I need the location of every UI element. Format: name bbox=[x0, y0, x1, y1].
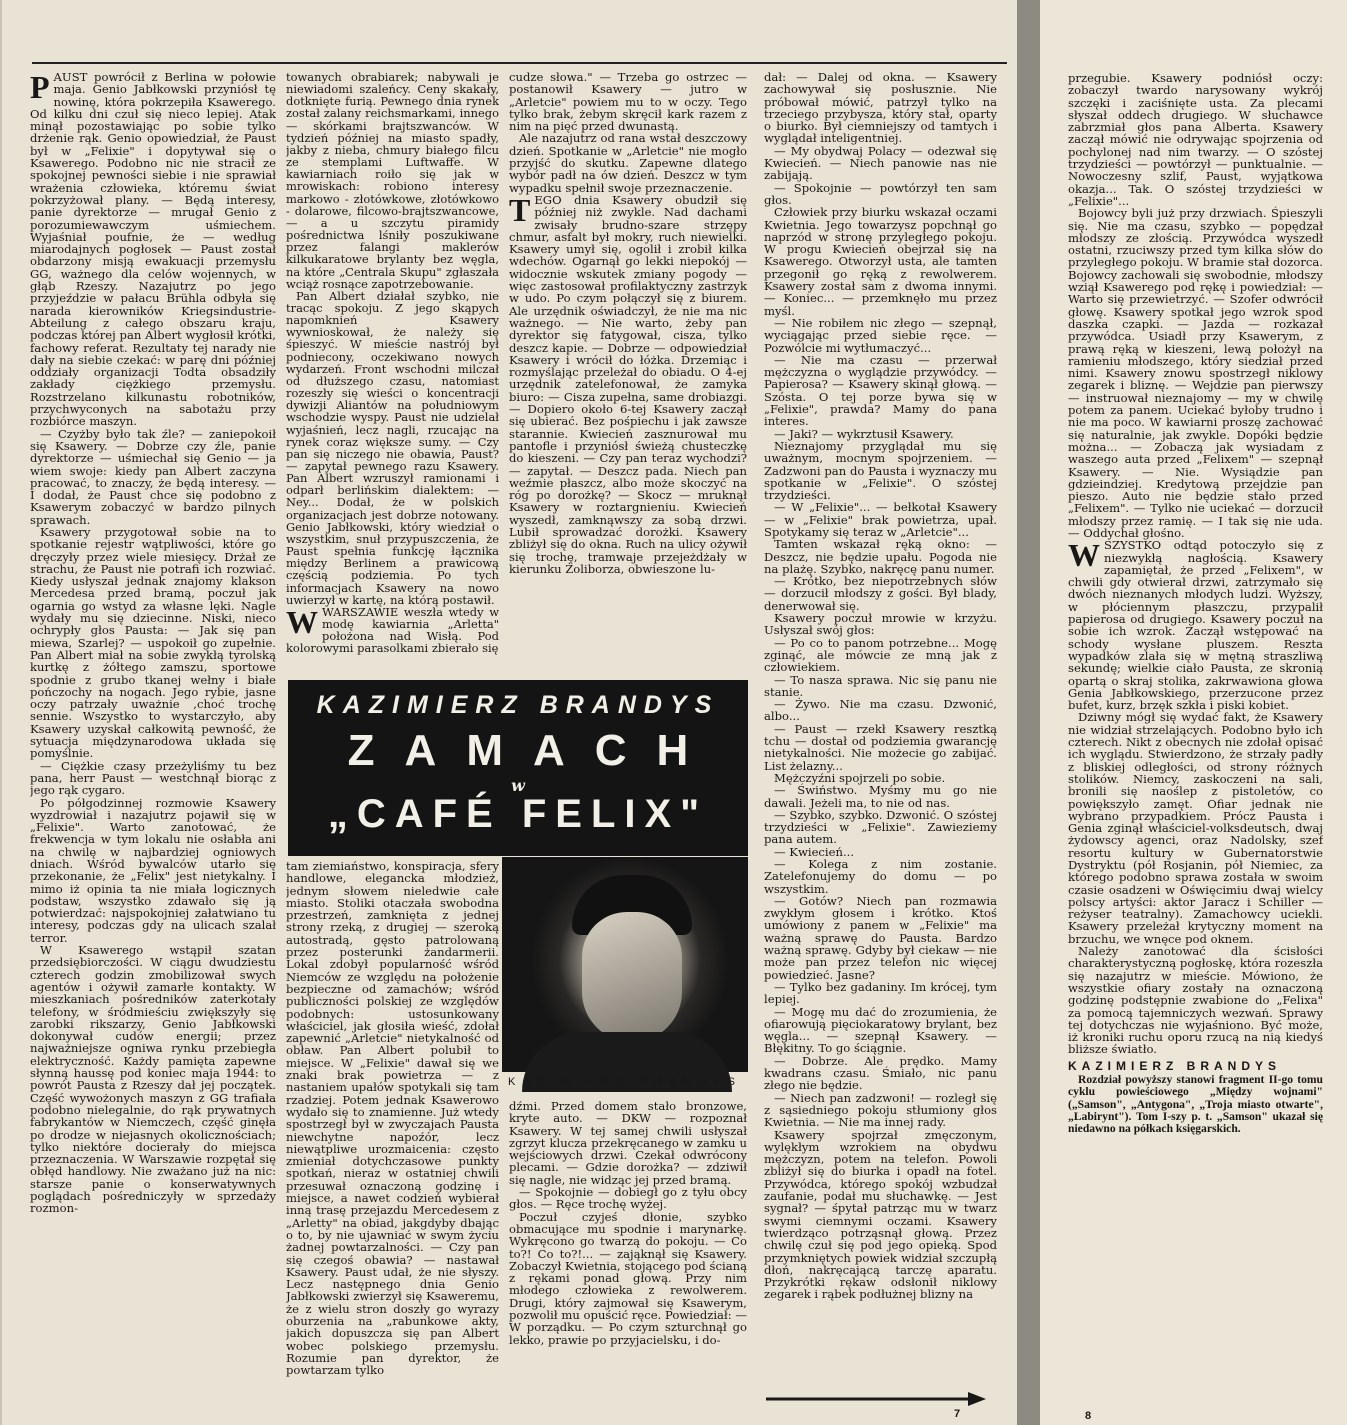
paragraph: W Ksawerego wstąpił szatan przedsiębiorczości. W ciągu dwudziestu czterech godzin zmobilizował swych agentów i ożywił zamarłe kontakty. W mieszkaniach pośredników zaterkotały telefony, w śródmieściu zwiększyły się zarobki rikszarzy, Genio Jabłkowski dokonywał cudów energii; przez najważniejsze ogniwa rynku przebiegła elektryczność. Każdy pamięta zapewne słynną haussę pod koniec maja 1944: to powrót Pausta z Rzeszy dał jej początek. Część wywożonych maszyn z GG trafiała podobno nielegalnie, do rąk prywatnych fabrykantów w Niemczech, część ginęła po drodze w niejasnych okolicznościach; tylko niektóre docierały do miejsca przeznaczenia. W Warszawie rozpętał się obłęd handlowy. Nie zważano już na nic: starsze panie o konserwatywnych poglądach pośredniczyły w sprzedaży rozmon- bbox=[30, 943, 276, 1216]
paragraph: Po półgodzinnej rozmowie Ksawery wyzdrowiał i nazajutrz pojawił się w „Felixie". Warto zanotować, że frekwencja w tym lokalu nie osłabła ani na chwilę w najbardziej ogniowych dniach. Wśród bywalców utarło się przekonanie, że „Felix" jest nietykalny. I mimo iż opinia ta nie miała logicznych podstaw, wszystko zdawało się ją potwierdzać: najspokojniej załatwiano tu interesy, podczas gdy na ulicach szalał terror. bbox=[30, 795, 276, 945]
paragraph: dał: — Dalej od okna. — Ksawery zachowywał się posłusznie. Nie próbował mówić, patrzył tylko na trzeciego przybysza, który stał, oparty o biurko. Był ciemniejszy od tamtych i wyglądał inteligentniej. bbox=[764, 71, 997, 146]
paragraph: Bojowcy byli już przy drzwiach. Śpieszyli się. Nie ma czasu, szybko — popędzał młodszy ze złością. Przywódca wyszedł ostatni, rzuciwszy przed tym kilka słów do przyległego pokoju. W bramie stał dozorca. Bojowcy zachowali się swobodnie, młodszy wziął Ksawerego pod rękę i powiedział: — Warto się przewietrzyć. — Szofer odwrócił głowę. Ksawery spotkał jego wzrok spod daszka czapki. — Jazda — rozkazał przywódca. Usiadł przy Ksawerym, z prawą ręką w kieszeni, lewą położył na ramieniu młodszego, który siedział przed nimi. Ksawery znowu spostrzegł niklowy zegarek i bliznę. — Wejdzie pan pierwszy — instruował nieznajomy — my w chwilę potem za panem. Uciekać byłoby trudno i nie ma poco. W kawiarni proszę zachować się naturalnie, jak zwykle. Dopóki będzie można... — Zobaczą jak wysiadam z waszego auta przed „Felixem" — szepnął Ksawery. — Nie. Wysiądzie pan gdzieindziej. Kredytową przejdzie pan pieszo. Auto nie będzie stało przed „Felixem". — Tylko nie uciekać — dorzucił młodszy przez ramię. — I tak się nie uda. — Oddychał głośno. bbox=[1068, 206, 1323, 540]
paragraph: — Tylko bez gadaniny. Im krócej, tym lepiej. bbox=[764, 979, 997, 1007]
paragraph: — Niech pan zadzwoni! — rozległ się z sąsiedniego pokoju stłumiony głos Kwietnia. — Nie ma innej rady. bbox=[764, 1090, 997, 1130]
drop-cap: W bbox=[286, 603, 318, 640]
drop-cap: T bbox=[509, 191, 531, 228]
paragraph: Ksawery poczuł mrowie w krzyżu. Usłyszał swój głos: bbox=[764, 611, 997, 638]
paragraph: WWARSZAWIE weszła wtedy w modę kawiarnia „Arletta" położona nad Wisłą. Pod kolorowymi parasolkami zbierało się bbox=[286, 603, 499, 656]
photo-caption: KAZIMIERZ BRANDYS bbox=[508, 1076, 742, 1088]
paragraph: Pan Albert działał szybko, nie tracąc spokoju. Z jego skąpych napomknień Ksawery wywnioskował, że należy się śpieszyć. W mieście nastrój był podniecony, oczekiwano nowych wydarzeń. Front wschodni milczał od dłuższego czasu, natomiast rozeszły się wieści o koncentracji dywizji Aliantów na południowym wschodzie wyspy. Paust nie udzielał wyjaśnień, lecz nagli, rzucając na rynek coraz większe sumy. — Czy pan się niczego nie obawia, Paust? — zapytał pewnego razu Ksawery. Pan Albert wzruszył ramionami i odparł berlińskim dialektem: — Ney... Dodał, że w polskich organizacjach jest dobrze notowany. Genio Jabłkowski, który wiedział o wszystkim, snuł przypuszczenia, że Paust spełnia funkcję łącznika między Berlinem a prawicową częścią podziemia. Po tych informacjach Ksawery na nowo uwierzył w kartę, na którą postawił. bbox=[286, 288, 499, 607]
page-gutter bbox=[1017, 0, 1040, 1425]
drop-cap: W bbox=[1068, 537, 1100, 574]
paragraph: WSZYSTKO odtąd potoczyło się z niezwykłą nagłością. Ksawery zapamiętał, że przed „Felixem", w chwili gdy otwierał drzwi, zatrzymało się dwóch nieznanych młodych ludzi. Wyższy, w płóciennym płaszczu, przypalił papierosa od drugiego. Ksawery poczuł na sobie ich wzrok. Zaczął wstępować na schody wysłane pluszem. Reszta wypadków zlała się w mętną straszliwą sekundę; wielkie ciało Pausta, ze skronią opartą o skraj stolika, zakrwawiona głowa Genia Jabłkowskiego, przerzucone przez bufet, kurz, brzęk szkła i piski kobiet. bbox=[1068, 537, 1323, 713]
column-3-top bbox=[509, 71, 747, 675]
page-number-right: 8 bbox=[1085, 1410, 1092, 1422]
paragraph: — Krótko, bez niepotrzebnych słów — dorzucił młodszy z gości. Był blady, denerwował się. bbox=[764, 574, 997, 613]
paragraph: towanych obrabiarek; nabywali je niewiadomi szaleńcy. Ceny skakały, dotknięte furią. Pewnego dnia rynek został zalany reichsmarkami, innego — skórkami brajtszwanców. W tydzień później na miasto spadły, jakby z nieba, chmury białego filcu ze stemplami Luftwaffe. W kawiarniach roiło się jak w mrowiskach: robiono interesy markowo - złotówkowe, złotówkowo - dolarowe, filcowo-brajtszwancowe, — a u szczytu piramidy pośrednictwa lśniły poszukiwane przez falangi maklerów kilkukaratowe brylanty bez węgla, na które „Centrala Skupu" zgłaszała wciąż rosnące zapotrzebowanie. bbox=[286, 71, 499, 291]
continue-arrow-icon bbox=[766, 1392, 986, 1406]
paragraph: — Kwiecień... bbox=[774, 844, 855, 859]
paragraph: Należy zanotować dla ścisłości charakterystyczną pogłoskę, która rozeszła się nazajutrz w mieście. Mówiono, że wszystkie ofiary zostały na oznaczoną godzinę podstępnie zwabione do „Felixa" za pomocą tajemniczych wezwań. Sprawy tej dotychczas nie wyjaśniono. Być może, iż kroniki ruchu oporu rzucą na nią kiedyś bliższe światło. bbox=[1068, 944, 1323, 1057]
column-2-bottom bbox=[286, 860, 499, 1400]
column-2-top bbox=[286, 71, 499, 675]
column-3-bottom bbox=[509, 1100, 747, 1400]
paragraph: Człowiek przy biurku wskazał oczami Kwietnia. Jego towarzysz popchnął go naprzód w stronę przyległego pokoju. W progu Kwiecień obejrzał się na Ksawerego. Otworzył usta, ale tamten przegonił go ręką z rewolwerem. Ksawery został sam z dwoma innymi. — Koniec... — przemknęło mu przez myśl. bbox=[764, 205, 997, 318]
paragraph: Nieznajomy przyglądał mu się uważnym, mocnym spojrzeniem. — Zadzwoni pan do Pausta i wyznaczy mu spotkanie w „Felixie". O szóstej trzydzieści. bbox=[764, 438, 997, 503]
column-4 bbox=[764, 71, 997, 1391]
banner-title-place: „CAFÉ FELIX" bbox=[327, 792, 709, 836]
paragraph: — Świństwo. Myśmy mu go nie dawali. Jeżeli ma, to nie od nas. bbox=[764, 783, 997, 810]
paragraph: — Czyżby było tak źle? — zaniepokoił się Ksawery. — Dobrze czy źle, panie dyrektorze — uśmiechał się Genio — ja wiem swoje: kiedy pan Albert zaczyna pracować, to znaczy, że będą interesy. — I dodał, że Paust chce się podobno z Ksawerym zobaczyć w bardzo pilnych sprawach. bbox=[30, 426, 276, 527]
drop-cap: P bbox=[30, 71, 50, 105]
author-portrait-photo bbox=[502, 857, 748, 1072]
paragraph: — Ciężkie czasy przeżyliśmy tu bez pana, herr Paust — westchnął biorąc z jego rąk cygaro. bbox=[30, 758, 276, 798]
paragraph: Mężczyźni spojrzeli po sobie. bbox=[774, 770, 946, 785]
paragraph: — Spokojnie — powtórzył ten sam głos. bbox=[764, 180, 997, 207]
paragraph: Ksawery przygotował sobie na to spotkanie rejestr wątpliwości, które go dręczyły przez wiele miesięcy. Drżał ze strachu, że Paust nie potrafi ich rozwiać. Kiedy usłyszał jednak znajomy klakson Mercedesa przed bramą, poczuł jak ogarnia go wstyd za własne lęki. Nagle wydały mu się dziecinne. Niski, nieco ochrypły głos Pausta: — Jak się pan miewa, Szarlej? — uspokoił go zupełnie. Pan Albert miał na sobie zwykłą tyrolską kurtkę z żółtego zamszu, sportowe spodnie z grubo tkanej wełny i białe pończochy na nogach. Jego rybie, jasne oczy patrzały uważnie ,choć trochę sennie. Wszystko to wystarczyło, aby Ksawery uzyskał całkowitą pewność, że sytuacja międzynarodowa układa się pomyślnie. bbox=[30, 524, 276, 761]
paragraph: dźmi. Przed domem stało bronzowe, kryte auto. — DKW — rozpoznał Ksawery. W tej samej chwili usłyszał zgrzyt klucza przekręcanego w zamku u wejściowych drzwi. Czekał odwrócony plecami. — Gdzie dorożka? — zdziwił się nagle, nie widząc jej przed bramą. bbox=[509, 1100, 747, 1187]
paragraph: — Paust — rzekł Ksawery resztką tchu — dostał od podziemia gwarancję nietykalności. Nie możecie go zabijać. List żelazny... bbox=[764, 721, 997, 773]
paragraph: tam ziemiaństwo, konspiracja, sfery handlowe, elegancka młodzież, jednym słowem nieledwie całe miasto. Stoliki otaczała swobodna przestrzeń, zamknięta z jednej strony rzeką, z drugiej — szeroką autostradą, gęsto patrolowaną przez posterunki żandarmerii. Lokal zdobył popularność wśród Niemców ze względu na położenie bezpieczne od zamachów; wśród publiczności polskiej ze względów podobnych: ustosunkowany właściciel, jak głosiła wieść, zdołał zapewnić „Arletcie" nietykalność od obław. Pan Albert polubił to miejsce. W „Felixie" dawał się we znaki brak powietrza — z nastaniem upałów spotykali się tam rzadziej. Potem jednak Ksawerowo wydało się to znamienne. Już wtedy spostrzegł był w zwyczajach Pausta niewchytne napoźór, lecz niewątpliwe urozmaicenia: często zmieniał dotychczasowe punkty spotkań, nieraz w ostatniej chwili przesuwał oznaczoną godzinę i miejsce, a nawet codzień wybierał inną trasę przejazdu Mercedesem z „Arletty" na obiad, jakgdyby dbając o to, by nie ujawniać w swym życiu żadnej powtarzalności. — Czy pan się czegoś obawia? — nastawał Ksawery. Paust udał, że nie słyszy. Lecz następnego dnia Genio Jabłkowski zwierzył się Ksaweremu, że z wielu stron doszły go wyrazy oburzenia na „rabunkowe akty, jakich dopuszcza się pan Albert wobec polskiego przemysłu. Rozumie pan dyrektor, że powtarzam tylko bbox=[286, 860, 499, 1378]
paragraph: — Nie ma czasu — przerwał mężczyzna o wyglądzie przywódcy. — Papierosa? — Ksawery skinął głową. — Szósta. O tej porze bywa się w „Felixie", prawda? Mamy do pana interes. bbox=[764, 352, 997, 429]
right-page bbox=[1040, 0, 1347, 1425]
paragraph: — Kolega z nim zostanie. Zatelefonujemy do domu — po wszystkim. bbox=[764, 857, 997, 896]
paragraph: — Spokojnie — dobiegł go z tyłu obcy głos. — Ręce trochę wyżej. bbox=[509, 1185, 747, 1212]
paragraph: — W „Felixie"... — bełkotał Ksawery — w „Felixie" brak powietrza, upał. Spotykamy się teraz w „Arletcie"... bbox=[764, 500, 997, 539]
banner-author: KAZIMIERZ BRANDYS bbox=[316, 691, 720, 719]
paragraph: — Dobrze. Ale prędko. Mamy kwadrans czasu. Śmiało, nic panu złego nie będzie. bbox=[764, 1053, 997, 1093]
paragraph: — Jaki? — wykrztusił Ksawery. bbox=[774, 426, 954, 441]
column-5 bbox=[1068, 72, 1323, 1402]
paragraph: cudze słowa." — Trzeba go ostrzec — postanowił Ksawery — jutro w „Arletcie" powiem mu to w oczy. Tego tylko brak, żebym skręcił kark razem z nim na pięć przed dwunastą. bbox=[509, 71, 747, 134]
banner-title-main: ZAMACH bbox=[347, 726, 719, 775]
top-rule bbox=[32, 62, 1007, 64]
paragraph: PAUST powrócił z Berlina w połowie maja. Genio Jabłkowski przyniósł tę nowinę, która pokrzepiła Ksawerego. Od kilku dni czuł się nieco lepiej. Atak minął pozostawiając po sobie tylko drżenie rąk. Genio opowiedział, że Paust był w „Felixie" i dopytywał się o Ksawerego. Podobno nic nie stracił ze spokojnej pewności siebie i nie sprawiał wrażenia człowieka, któremu świat pokrzyżował plany. — Będą interesy, panie dyrektorze — mrugał Genio z porozumiewawczym uśmiechem. Wyjaśniał poufnie, że — według miarodajnych pogłosek — Paust został obdarzony misją ewakuacji przemysłu GG, ważnego dla celów wojennych, w głąb Rzeszy. Nazajutrz po jego przyjeździe w pałacu Brühla odbyła się narada kierowników Kriegsindustrie-Abteilung z całego obszaru kraju, podczas której pan Albert wygłosił krótki, fachowy referat. Rezultaty tej narady nie dały na siebie czekać: w parę dni później oddziały organizacji Todta obsadziły zakłady ciężkiego przemysłu. Rozstrzelano kilkunastu robotników, przychwyconych na sabotażu przy rozbiórce maszyn. bbox=[30, 71, 276, 429]
paragraph: TEGO dnia Ksawery obudził się później niż zwykle. Nad dachami zwisały brudno-szare strzępy chmur, asfalt był mokry, ruch niewielki. Ksawery umył się, ogolił i zrobił kilka wdechów. Ogarnął go lekki niepokój — widocznie wskutek zmiany pogody — więc zastosował profilaktyczny zastrzyk w udo. Po czym połączył się z biurem. Ale urzędnik oświadczył, że nie ma nic ważnego. — Nie warto, żeby pan dyrektor się fatygował, cisza, tylko deszcz kapie. — Dobrze — odpowiedział Ksawery i wrócił do łóżka. Drzemiąc i rozmyślając przeleżał do obiadu. O 4-ej urzędnik zatelefonował, że zamyka biuro: — Cisza zupełna, same drobiazgi. — Dopiero około 6-tej Ksawery zaczął się ubierać. Bez pośpiechu i jak zawsze starannie. Kwiecień zasznurował mu pantofle i przyniósł świeżą chusteczkę do kieszeni. — Czy pan teraz wychodzi? — zapytał. — Deszcz pada. Niech pan weźmie płaszcz, albo może skoczyć na róg po dorożkę? — Skocz — mruknął Ksawery w roztargnieniu. Kwiecień wyszedł, zamknąwszy za sobą drzwi. Lubił sprowadzać dorożki. Ksawery zbliżył się do okna. Ruch na ulicy ożywił się trochę, tramwaje przejeżdżały w kierunku Żoliborza, obwieszone lu- bbox=[509, 191, 747, 576]
banner-title-w: w bbox=[511, 776, 525, 795]
paragraph: — Szybko, szybko. Dzwonić. O szóstej trzydzieści w „Felixie". Zawieziemy pana autem. bbox=[764, 807, 997, 847]
paragraph: Ale nazajutrz od rana wstał deszczowy dzień. Spotkanie w „Arletcie" nie mogło przyjść do skutku. Zapewne dlatego wybór padł na ów dzień. Deszcz w tym wypadku spełnił swoje przeznaczenie. bbox=[509, 131, 747, 195]
page-number-left: 7 bbox=[954, 1408, 961, 1420]
left-page bbox=[2, 0, 1017, 1425]
title-banner bbox=[288, 680, 748, 856]
paragraph: — Mogę mu dać do zrozumienia, że ofiarowują pięciokaratowy brylant, bez węgla... — szepnął Ksawery. — Błękitny. To go ściągnie. bbox=[764, 1004, 997, 1056]
paragraph: Tamten wskazał ręką okno: — Deszcz, nie będzie upału. Pogoda nie na plażę. Szybko, nakręcę panu numer. bbox=[764, 537, 997, 576]
author-byline: KAZIMIERZ BRANDYS bbox=[1068, 1058, 1281, 1073]
paragraph: — Nie robiłem nic złego — szepnął, wyciągając przed siebie ręce. — Pozwólcie mi wytłumaczyć... bbox=[764, 315, 997, 355]
paragraph: — Po co to panom potrzebne... Mogę zginąć, ale mówcie ze mną jak z człowiekiem. bbox=[764, 635, 997, 675]
paragraph: Poczuł czyjeś dłonie, szybko obmacujące mu spodnie i marynarkę. Wykręcono go twarzą do pokoju. — Co to?! Co to?!... — zająknął się Ksawery. Zobaczył Kwietnia, stojącego pod ścianą z rękami ponad głową. Przy nim młodego człowieka z rewolwerem. Drugi, który zajmował się Ksawerym, pozwolił mu opuścić ręce. Powiedział: — W porządku. — Po czym szturchnął go lekko, prawie po przyjacielsku, i do- bbox=[509, 1209, 747, 1347]
paragraph: — My obydwaj Polacy — odezwał się Kwiecień. — Niech panowie nas nie zabijają. bbox=[764, 143, 997, 183]
paragraph: Dziwny mógł się wydać fakt, że Ksawery nie widział strzelających. Podobno było ich czterech. Nikt z obecnych nie zdołał opisać ich wyglądu. Stwierdzono, że strzały padły z bliskiej odległości, od strony różnych stolików. Niemcy, zaskoczeni na sali, bronili się naoślep z pistoletów, co powiększyło zamęt. Ofiar jednak nie wybrano przypadkiem. Prócz Pausta i Genia zginął właściciel-volksdeutsch, dwaj żydowscy agenci, oraz Nadolsky, szef resortu kultury w Gubernatorstwie Dystryktu (pół Rosjanin, pół Niemiec, za którego podobno sprawa została w swoim czasie osadzeni w Oświęcimiu dwaj wielcy polscy artyści: aktor Jaracz i Schiller — reżyser teatralny). Zamachowcy uciekli. Ksawery przeleżał krytyczny moment na brzuchu, we wnęce pod oknem. bbox=[1068, 710, 1323, 946]
column-1 bbox=[30, 71, 276, 1401]
paragraph: — Gotów? Niech pan rozmawia zwykłym głosem i krótko. Ktoś umówiony z panem w „Felixie" ma ważną sprawę do Pausta. Bardzo ważną sprawę. Gdyby był ciekaw — nie może pan przez telefon nic więcej powiedzieć. Jasne? bbox=[764, 893, 997, 982]
paragraph: — To nasza sprawa. Nic się panu nie stanie. bbox=[764, 672, 997, 699]
editorial-note: Rozdział powyższy stanowi fragment II-go tomu cyklu powieściowego „Między wojnami" („Samson", „Antygona", „Troja miasto otwarte", „Labirynt"). Tom I-szy p. t. „Samson" ukazał się niedawno na półkach księgarskich. bbox=[1068, 1073, 1323, 1136]
paragraph: Ksawery spojrzał zmęczonym, wylękłym wzrokiem na obydwu mężczyzn, potem na telefon. Powoli zbliżył się do biurka i opadł na fotel. Przywódca, którego spokój wzbudzał zaufanie, podał mu słuchawkę. — Jest sygnał? — śpytał patrząc mu w twarz swymi ciemnymi oczami. Ksawery twierdząco potrząsnął głową. Przez chwilę czuł się pod jego opieką. Spod przymkniętych powiek widział szczupłą dłoń, nakręcającą tarczę aparatu. Przykrótki rękaw odsłonił niklowy zegarek i rąbek podłużnej blizny na bbox=[764, 1127, 997, 1302]
portrait-face bbox=[582, 912, 682, 1042]
paragraph: — Żywo. Nie ma czasu. Dzwonić, albo... bbox=[764, 697, 997, 724]
paragraph: przegubie. Ksawery podniósł oczy: zobaczył twardo narysowany wykrój szczęki i zaciśnięte usta. Za plecami słyszał oddech drugiego. W słuchawce zabrzmiał głos pana Alberta. Ksawery zaczął mówić nie odrywając spojrzenia od pochylonej nad nim twarzy. — O szóstej trzydzieści — powtórzył — punktualnie. — Nowoczesny szlif, Paust, wyjątkowa okazja... Tak. O szóstej trzydzieści w „Felixie"... bbox=[1068, 72, 1323, 208]
